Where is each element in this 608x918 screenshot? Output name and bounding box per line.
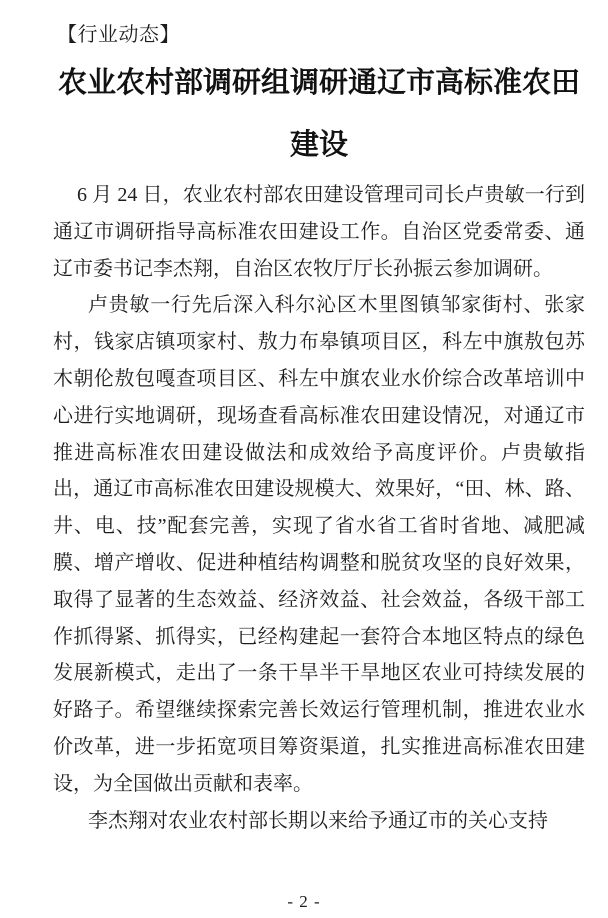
paragraph-1: 6 月 24 日，农业农村部农田建设管理司司长卢贵敏一行到通辽市调研指导高标准农田建设工作。自治区党委常委、通辽市委书记李杰翔，自治区农牧厅厅长孙振云参加调研。	[53, 184, 585, 280]
article-body	[53, 177, 585, 839]
page-content	[0, 22, 608, 839]
article-title: 农业农村部调研组调研通辽市高标准农田建设	[57, 67, 580, 161]
paragraph-2: 卢贵敏一行先后深入科尔沁区木里图镇邹家街村、张家村，钱家店镇项家村、敖力布皋镇项目区，科左中旗敖包苏木朝伦敖包嘎查项目区、科左中旗农业水价综合改革培训中心进行实地调研，现场查看高标准农田建设情况，对通辽市推进高标准农田建设做法和成效给予高度评价。卢贵敏指出，通辽市高标准农田建设规模大、效果好，“田、林、路、井、电、技”配套完善，实现了省水省工省时省地、减肥减膜、增产增收、促进种植结构调整和脱贫攻坚的良好效果，取得了显著的生态效益、经济效益、社会效益，各级干部工作抓得紧、抓得实，已经构建起一套符合本地区特点的绿色发展新模式，走出了一条干旱半干旱地区农业可持续发展的好路子。希望继续探索完善长效运行管理机制，推进农业水价改革，进一步拓宽项目筹资渠道，扎实推进高标准农田建设，为全国做出贡献和表率。	[53, 294, 585, 795]
page-number: - 2 -	[287, 892, 321, 911]
section-label: 【行业动态】	[57, 24, 180, 46]
paragraph-3: 李杰翔对农业农村部长期以来给予通辽市的关心支持	[88, 809, 548, 832]
